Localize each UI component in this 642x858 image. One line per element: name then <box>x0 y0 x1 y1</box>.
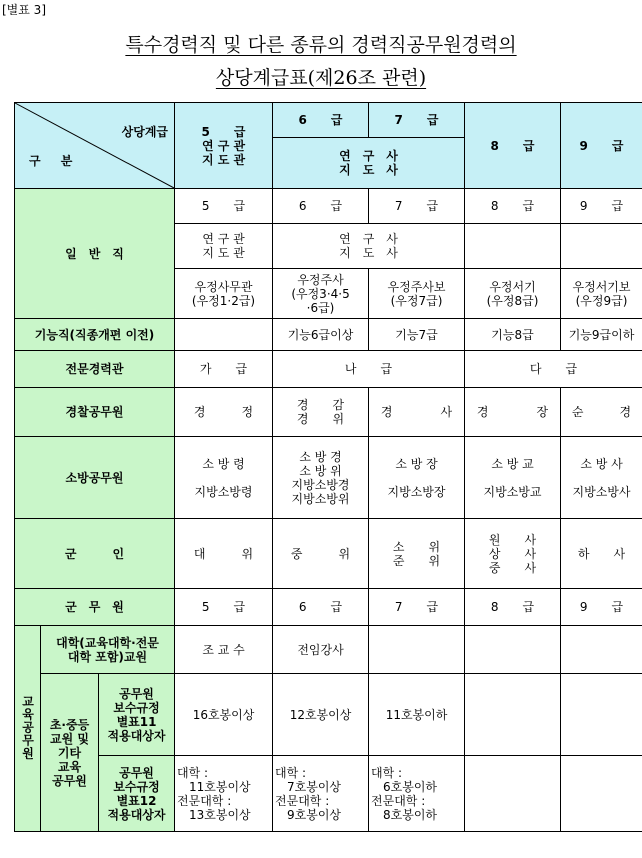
header-grade-8: 8 급 <box>465 103 561 189</box>
post-8: 우정서기 (우정8급) <box>465 269 561 319</box>
row-label-military: 군 인 <box>15 519 175 589</box>
general-research-6-7: 연 구 사 지 도 사 <box>273 224 465 269</box>
technical-8: 기능8급 <box>465 319 561 351</box>
post-5: 우정사무관 (우정1·2급) <box>175 269 273 319</box>
university-6: 전임강사 <box>273 626 369 674</box>
header-grade-5: 5 급 연 구 관 지 도 관 <box>175 103 273 189</box>
general-grade-7: 7 급 <box>369 189 465 224</box>
police-9: 순 경 <box>561 388 642 437</box>
post-9: 우정서기보 (우정9급) <box>561 269 642 319</box>
technical-6: 기능6급이상 <box>273 319 369 351</box>
general-research-empty-9 <box>561 224 642 269</box>
diagonal-divider <box>15 103 174 188</box>
rule11-empty-8 <box>465 674 561 756</box>
rule12-6: 대학 : 7호봉이상 전문대학 : 9호봉이상 <box>273 756 369 832</box>
military-7: 소 위 준 위 <box>369 519 465 589</box>
civilian-7: 7 급 <box>369 589 465 626</box>
fire-5: 소 방 령 지방소방령 <box>175 437 273 519</box>
expert-da: 다 급 <box>465 351 642 388</box>
row-label-expert: 전문경력관 <box>15 351 175 388</box>
rule12-empty-8 <box>465 756 561 832</box>
general-grade-8: 8 급 <box>465 189 561 224</box>
row-label-education: 교육공무원 <box>15 626 41 832</box>
technical-9: 기능9급이하 <box>561 319 642 351</box>
row-label-rule12: 공무원 보수규정 별표12 적용대상자 <box>99 756 175 832</box>
general-grade-6: 6 급 <box>273 189 369 224</box>
university-empty-7 <box>369 626 465 674</box>
header-grade-6: 6 급 <box>273 103 369 138</box>
general-grade-5: 5 급 <box>175 189 273 224</box>
rule12-5: 대학 : 11호봉이상 전문대학 : 13호봉이상 <box>175 756 273 832</box>
expert-ga: 가 급 <box>175 351 273 388</box>
document-title-line2: 상당계급표(제26조 관련) <box>215 67 427 89</box>
police-6: 경 감 경 위 <box>273 388 369 437</box>
civilian-8: 8 급 <box>465 589 561 626</box>
rule11-6: 12호봉이상 <box>273 674 369 756</box>
university-5: 조 교 수 <box>175 626 273 674</box>
technical-empty-5 <box>175 319 273 351</box>
police-5: 경 정 <box>175 388 273 437</box>
post-6: 우정주사 (우정3·4·5 ·6급) <box>273 269 369 319</box>
university-empty-9 <box>561 626 642 674</box>
rule11-7: 11호봉이하 <box>369 674 465 756</box>
police-7: 경 사 <box>369 388 465 437</box>
police-8: 경 장 <box>465 388 561 437</box>
row-label-fire: 소방공무원 <box>15 437 175 519</box>
military-8: 원 사 상 사 중 사 <box>465 519 561 589</box>
general-research-empty-8 <box>465 224 561 269</box>
row-label-civilian: 군 무 원 <box>15 589 175 626</box>
header-category-label: 구 분 <box>29 154 81 168</box>
row-label-general: 일 반 직 <box>15 189 175 319</box>
rule11-5: 16호봉이상 <box>175 674 273 756</box>
university-empty-8 <box>465 626 561 674</box>
fire-6: 소 방 경 소 방 위 지방소방경 지방소방위 <box>273 437 369 519</box>
general-grade-9: 9 급 <box>561 189 642 224</box>
header-corner-cell <box>15 103 175 189</box>
header-research-6-7: 연 구 사 지 도 사 <box>273 138 465 189</box>
civilian-5: 5 급 <box>175 589 273 626</box>
header-rank-label: 상당계급 <box>121 125 169 139</box>
rule12-empty-9 <box>561 756 642 832</box>
row-label-rule11: 공무원 보수규정 별표11 적용대상자 <box>99 674 175 756</box>
fire-7: 소 방 장 지방소방장 <box>369 437 465 519</box>
fire-9: 소 방 사 지방소방사 <box>561 437 642 519</box>
military-6: 중 위 <box>273 519 369 589</box>
fire-8: 소 방 교 지방소방교 <box>465 437 561 519</box>
row-label-university: 대학(교육대학·전문 대학 포함)교원 <box>41 626 175 674</box>
header-grade-9: 9 급 <box>561 103 642 189</box>
post-7: 우정주사보 (우정7급) <box>369 269 465 319</box>
general-research-5: 연 구 관 지 도 관 <box>175 224 273 269</box>
military-9: 하 사 <box>561 519 642 589</box>
rule11-empty-9 <box>561 674 642 756</box>
rule12-7: 대학 : 6호봉이하 전문대학 : 8호봉이하 <box>369 756 465 832</box>
civilian-6: 6 급 <box>273 589 369 626</box>
header-grade-7: 7 급 <box>369 103 465 138</box>
row-label-police: 경찰공무원 <box>15 388 175 437</box>
row-label-technical: 기능직(직종개편 이전) <box>15 319 175 351</box>
row-label-school: 초·중등 교원 및 기타 교육 공무원 <box>41 674 99 832</box>
annex-tag: [별표 3] <box>2 3 46 17</box>
expert-na: 나 급 <box>273 351 465 388</box>
civilian-9: 9 급 <box>561 589 642 626</box>
document-title-line1: 특수경력직 및 다른 종류의 경력직공무원경력의 <box>125 34 517 56</box>
military-5: 대 위 <box>175 519 273 589</box>
technical-7: 기능7급 <box>369 319 465 351</box>
rank-equivalence-table <box>14 102 642 832</box>
